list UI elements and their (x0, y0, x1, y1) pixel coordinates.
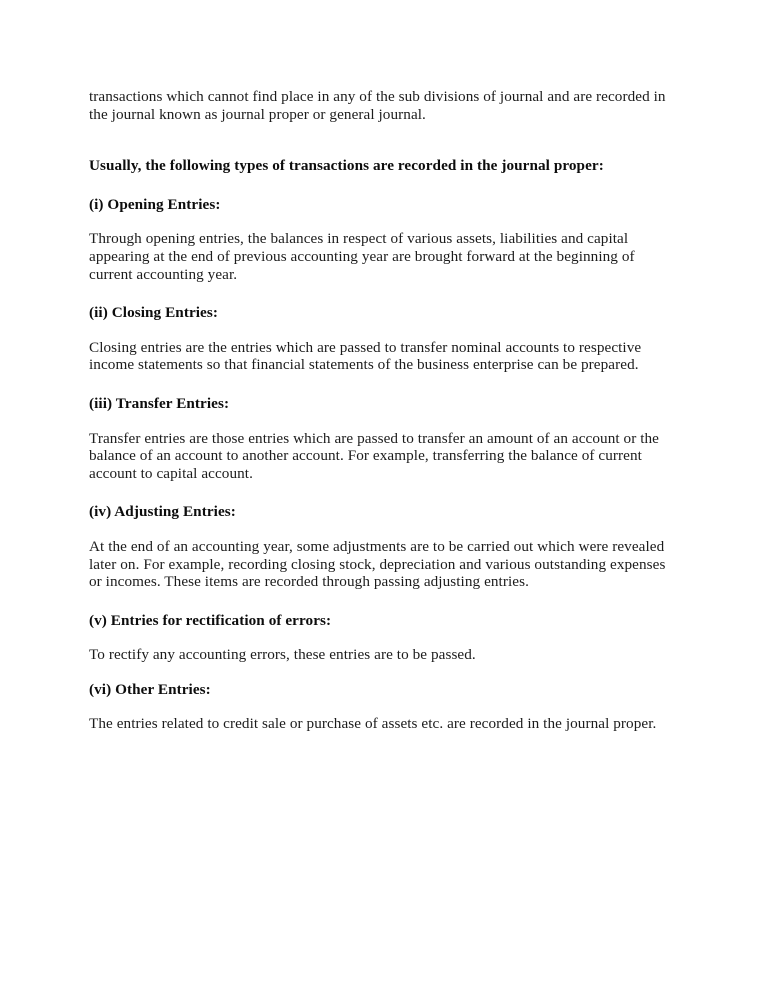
spacer (89, 322, 677, 339)
section-opening-entries (89, 196, 677, 283)
section-heading: (vi) Other Entries: (89, 680, 211, 698)
spacer (89, 698, 677, 715)
section-heading: (i) Opening Entries: (89, 195, 221, 213)
section-body: Through opening entries, the balances in respect of various assets, liabilities and capital appearing at the end of previous accounting year are brought forward at the beginning of current accounting year. (89, 230, 635, 283)
section-other-entries (89, 681, 677, 733)
section-body: At the end of an accounting year, some adjustments are to be carried out which were revealed later on. For example, recording closing stock, depreciation and various outstanding expenses or incomes. These items are recorded through passing adjusting entries. (89, 537, 666, 591)
document-body (89, 88, 677, 733)
spacer (89, 591, 677, 612)
lead-in-heading: Usually, the following types of transactions are recorded in the journal proper: (89, 157, 604, 175)
spacer (89, 213, 677, 230)
intro-paragraph: transactions which cannot find place in any of the sub divisions of journal and are recorded in the journal known as journal proper or general journal. (89, 88, 666, 123)
spacer (89, 123, 677, 157)
section-body: Transfer entries are those entries which are passed to transfer an amount of an account or the balance of an account to another account. For example, transferring the balance of current account to capital account. (89, 429, 659, 482)
spacer (89, 374, 677, 395)
spacer (89, 482, 677, 503)
section-heading: (iii) Transfer Entries: (89, 394, 230, 412)
spacer (89, 521, 677, 538)
spacer (89, 629, 677, 646)
section-transfer-entries (89, 395, 677, 482)
spacer (89, 283, 677, 304)
section-heading: (ii) Closing Entries: (89, 304, 218, 322)
section-rectification-entries (89, 612, 677, 664)
section-body: To rectify any accounting errors, these entries are to be passed. (89, 646, 476, 664)
spacer (89, 413, 677, 430)
section-closing-entries (89, 304, 677, 374)
section-heading: (iv) Adjusting Entries: (89, 503, 236, 521)
spacer (89, 175, 677, 196)
section-adjusting-entries (89, 503, 677, 590)
section-body: Closing entries are the entries which are passed to transfer nominal accounts to respective income statements so that financial statements of the business enterprise can be prepared. (89, 338, 642, 374)
section-body: The entries related to credit sale or purchase of assets etc. are recorded in the journal proper. (89, 715, 657, 733)
spacer (89, 664, 677, 681)
section-heading: (v) Entries for rectification of errors: (89, 611, 332, 629)
